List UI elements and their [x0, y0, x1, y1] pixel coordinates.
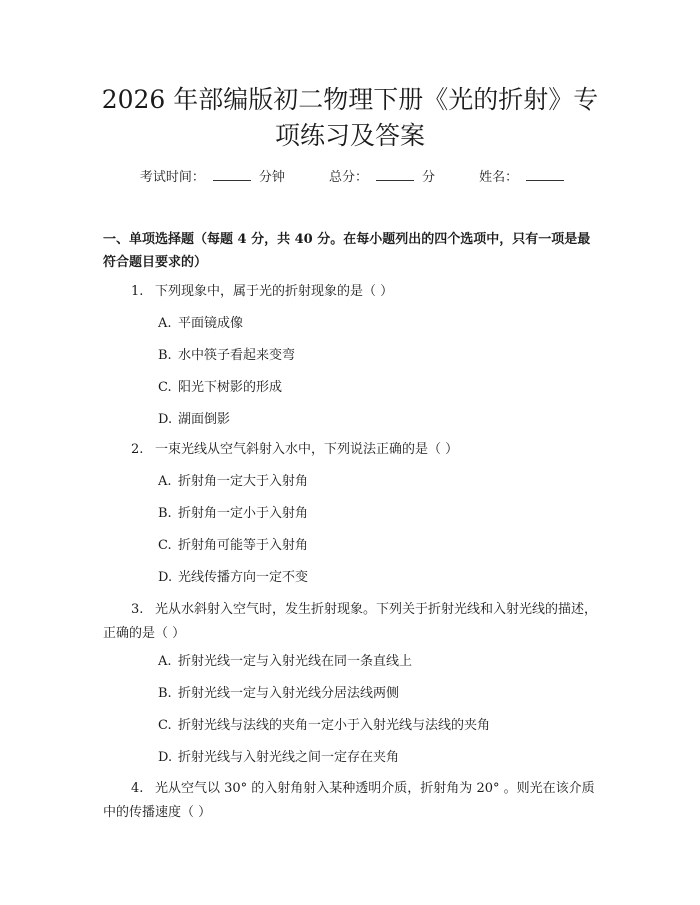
- question-number: 4.: [131, 781, 144, 796]
- question-text: 光从水斜射入空气时，发生折射现象。下列关于折射光线和入射光线的描述，正确的是（ ）: [103, 602, 598, 641]
- question-number: 1.: [131, 284, 144, 299]
- option-1d[interactable]: [158, 410, 230, 430]
- option-2d[interactable]: [158, 568, 308, 588]
- score-unit: 分: [422, 170, 436, 185]
- option-text: 平面镜成像: [178, 316, 244, 331]
- score-label: 总分：: [328, 170, 368, 185]
- option-1b[interactable]: [158, 346, 295, 366]
- option-text: 折射光线与法线的夹角一定小于入射光线与法线的夹角: [178, 718, 491, 733]
- option-text: 湖面倒影: [178, 412, 231, 427]
- option-3a[interactable]: [158, 652, 412, 672]
- document-title: [60, 82, 640, 154]
- option-letter: C.: [158, 718, 172, 733]
- time-field: [134, 170, 291, 185]
- option-letter: B.: [158, 348, 172, 363]
- option-text: 水中筷子看起来变弯: [178, 348, 296, 363]
- option-2c[interactable]: [158, 536, 308, 556]
- option-text: 阳光下树影的形成: [178, 380, 283, 395]
- option-letter: D.: [158, 412, 173, 427]
- question-number: 2.: [131, 442, 144, 457]
- name-field: [473, 170, 566, 185]
- option-text: 折射角一定小于入射角: [178, 506, 309, 521]
- option-3d[interactable]: [158, 748, 399, 768]
- score-blank[interactable]: [376, 170, 414, 181]
- option-text: 折射角一定大于入射角: [178, 474, 309, 489]
- score-field: [323, 170, 441, 185]
- option-text: 光线传播方向一定不变: [178, 570, 309, 585]
- question-1: [103, 280, 600, 304]
- option-letter: D.: [158, 570, 173, 585]
- option-letter: A.: [158, 654, 172, 669]
- option-text: 折射光线与入射光线之间一定存在夹角: [178, 750, 400, 765]
- question-2: [103, 438, 600, 462]
- option-text: 折射光线一定与入射光线在同一条直线上: [178, 654, 413, 669]
- option-letter: B.: [158, 506, 172, 521]
- name-label: 姓名：: [479, 170, 519, 185]
- exam-meta: [0, 166, 700, 185]
- option-1c[interactable]: [158, 378, 282, 398]
- option-letter: C.: [158, 380, 172, 395]
- option-text: 折射角可能等于入射角: [178, 538, 309, 553]
- name-blank[interactable]: [526, 170, 564, 181]
- option-letter: D.: [158, 750, 173, 765]
- time-label: 考试时间：: [139, 170, 205, 185]
- question-text: 一束光线从空气斜射入水中，下列说法正确的是（ ）: [155, 442, 459, 457]
- option-text: 折射光线一定与入射光线分居法线两侧: [178, 686, 400, 701]
- option-letter: A.: [158, 316, 172, 331]
- option-2b[interactable]: [158, 504, 308, 524]
- title-line-2: 项练习及答案: [274, 121, 425, 150]
- time-unit: 分钟: [258, 170, 285, 185]
- question-text: 下列现象中，属于光的折射现象的是（ ）: [155, 284, 394, 299]
- option-2a[interactable]: [158, 472, 308, 492]
- question-4: [103, 777, 600, 825]
- option-1a[interactable]: [158, 314, 243, 334]
- option-letter: C.: [158, 538, 172, 553]
- question-3: [103, 598, 600, 646]
- title-line-1: 2026 年部编版初二物理下册《光的折射》专: [101, 85, 599, 114]
- question-number: 3.: [131, 602, 144, 617]
- option-3b[interactable]: [158, 684, 399, 704]
- option-letter: B.: [158, 686, 172, 701]
- option-letter: A.: [158, 474, 172, 489]
- time-blank[interactable]: [213, 170, 251, 181]
- question-text: 光从空气以 30° 的入射角射入某种透明介质，折射角为 20° 。则光在该介质中的传播速度（ ）: [103, 781, 595, 820]
- section-1-heading: 一、单项选择题（每题 4 分，共 40 分。在每小题列出的四个选项中，只有一项是最符合题目要求的）: [103, 232, 591, 270]
- option-3c[interactable]: [158, 716, 490, 736]
